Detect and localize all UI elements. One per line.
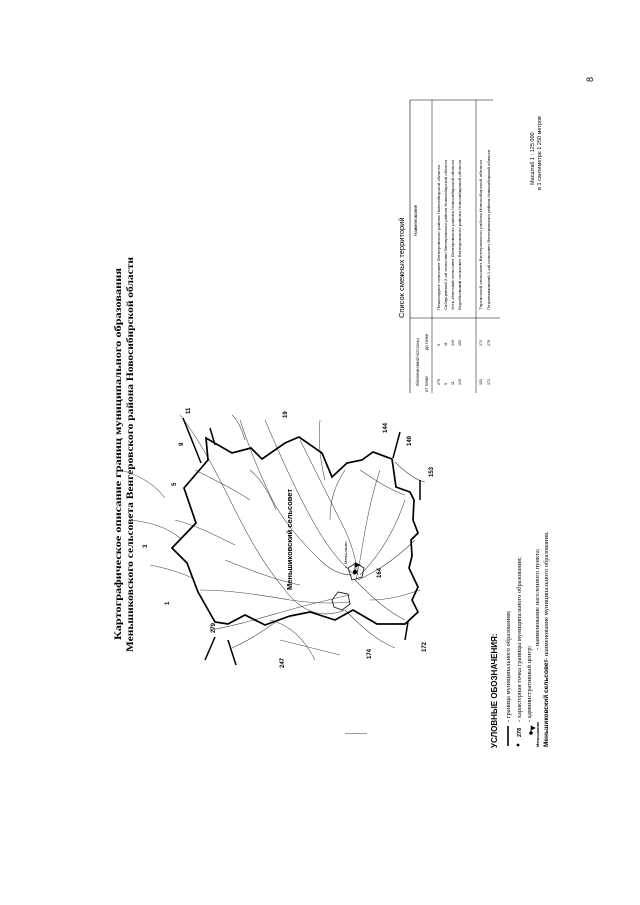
row-to: 279 [487, 340, 491, 346]
row-to: 149 [451, 340, 455, 346]
point-label: 3 [143, 544, 149, 548]
legend-municipal-symbol: Меньшиковский сельсовет [543, 659, 550, 747]
row-from: 279 [437, 379, 441, 385]
neighbor-boundary-stubs [183, 418, 420, 665]
scan-mark [345, 733, 367, 734]
legend-point-icon [517, 744, 520, 747]
table-rows [437, 150, 491, 385]
page-number: 8 [585, 76, 595, 82]
point-label: 153 [429, 466, 435, 477]
legend-item-text: - наименование населенного пункта; [534, 548, 541, 650]
point-label: 172 [422, 641, 428, 652]
row-to: 172 [479, 340, 483, 346]
header-designation: Обозначение смежной части границы [415, 312, 420, 386]
row-name: Воробьевский сельсовет Венгеровского района Новосибирской области [458, 189, 462, 310]
header-from: от точки [424, 376, 429, 392]
point-label: 247 [280, 657, 286, 668]
row-to: 11 [444, 342, 448, 346]
row-name: Тартасский сельсовет Венгеровского района Новосибирской области [479, 194, 483, 310]
point-label: 149 [407, 435, 413, 446]
row-name: Петропавловский 1-ый сельсовет Венгеровского района Новосибирской области [487, 174, 491, 310]
row-from: 149 [458, 379, 462, 385]
row-name: Пешеходное сельсовет Венгеровского района Новосибирской области [437, 191, 441, 310]
row-from: 9 [444, 383, 448, 385]
legend-settlement-symbol: Меньшиково [535, 721, 540, 747]
scale-line-2: в 1 сантиметре 1 250 метров [537, 116, 543, 190]
point-label: 174 [367, 648, 373, 659]
row-to: 9 [437, 344, 441, 346]
legend-title: УСЛОВНЫЕ ОБОЗНАЧЕНИЯ: [490, 633, 499, 748]
row-from: 11 [451, 381, 455, 385]
point-label: 1 [165, 601, 171, 605]
row-to: 153 [458, 340, 462, 346]
point-label: 19 [283, 411, 289, 418]
legend-item-text: - граница муниципального образования; [505, 610, 512, 722]
legend [490, 531, 550, 748]
title-line-1: Картографическое описание границ муниципального образования [114, 358, 124, 640]
point-label: 164 [377, 567, 383, 578]
title-line-2: Меньшиковского сельсовета Венгеровского района Новосибирской области [126, 331, 136, 652]
row-from: 172 [487, 379, 491, 385]
row-name: Усть-Изесский сельсовет Венгеровского района Новосибирской области [451, 188, 455, 310]
header-to: до точки [424, 333, 429, 350]
header-name: Наименование [413, 204, 418, 236]
adjacent-territories-table [397, 100, 500, 393]
row-name: Сибирцевский 2-ой сельсовет Венгеровского района Новосибирской области [444, 180, 448, 310]
row-from: 153 [479, 379, 483, 385]
point-label: 5 [172, 482, 178, 486]
municipal-boundary [172, 437, 418, 625]
legend-item-text: - наименование муниципального образования. [543, 531, 550, 660]
settlement-label: с. Меньшиково [344, 541, 348, 568]
territory-label: Меньшиковский сельсовет [285, 488, 294, 590]
legend-item-text: - административный центр; [526, 645, 533, 722]
point-label: 11 [186, 407, 192, 414]
point-label: 9 [179, 442, 185, 446]
legend-point-number: 278 [517, 727, 523, 737]
adjacent-list-title: Список смежных территорий [397, 217, 406, 318]
point-label: 144 [383, 422, 389, 433]
point-label: 279 [211, 622, 217, 633]
scale-line-1: Масштаб 1 : 125 000 [530, 132, 536, 185]
legend-item-text: - характерная точка границы муниципального образования; [516, 556, 523, 722]
